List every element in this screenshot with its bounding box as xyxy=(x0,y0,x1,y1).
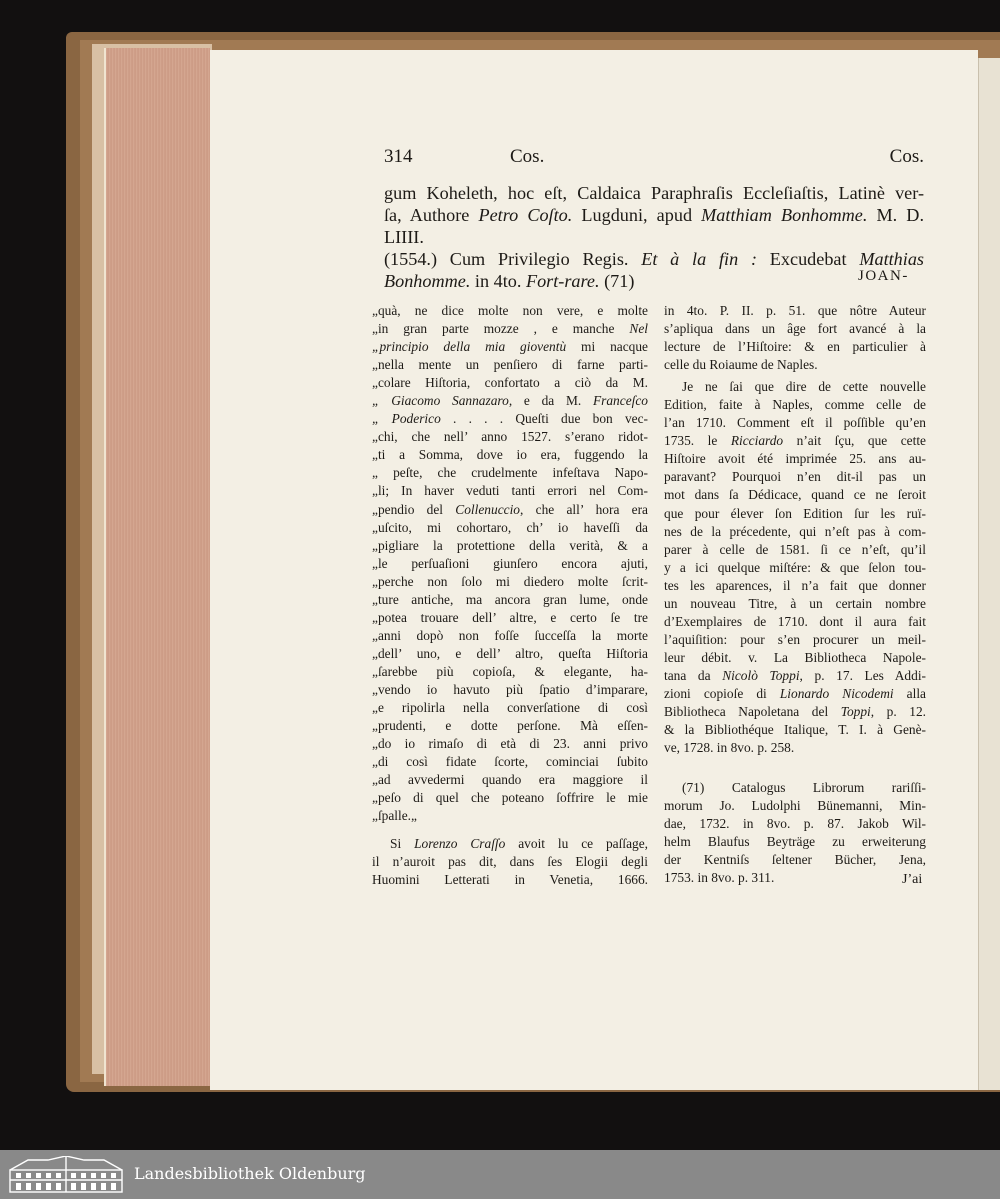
text-line: parer à celle de 1581. ſi ce n’eſt, qu’il xyxy=(664,541,926,557)
text-line: „vendo io havuto più ſpatio d’imparare, xyxy=(372,681,648,697)
text-line: y a ici quelque miſtére: & que ſelon tou- xyxy=(664,559,926,575)
text-line: ve, 1728. in 8vo. p. 258. xyxy=(664,740,795,756)
text-line: „ture antiche, ma ancora gran lume, onde xyxy=(372,591,648,607)
text-line: „prudenti, e dotte perſone. Mà eſſen- xyxy=(372,718,648,734)
text-line: Bibliotheca Napoletana del Toppi, p. 12. xyxy=(664,704,927,720)
intro-line: Bonhomme. in 4to. Fort-rare. (71) xyxy=(384,271,635,291)
intro-paragraph xyxy=(384,182,924,292)
text-line: paravant? Pourquoi n’en dit-il pas un xyxy=(664,469,926,485)
next-page-edge xyxy=(978,58,1000,1090)
text-line: „nella mente un penſiero di farne parti- xyxy=(372,357,648,373)
text-line: & la Bibliothéque Italique, T. I. à Genè- xyxy=(664,722,926,738)
text-line: „principio della mia gioventù mi nacque xyxy=(372,339,648,355)
text-line: mot dans ſa Dédicace, quand ce ne ſeroit xyxy=(664,487,926,503)
page-number: 314 xyxy=(384,146,413,167)
text-line: un nouveau Titre, à un certain nombre xyxy=(664,595,926,611)
text-line: „perche non ſolo mi diedero molte ſcrit- xyxy=(372,573,648,589)
text-line: „li; In haver veduti tanti errori nel Com- xyxy=(372,483,648,499)
text-line: „ Poderico . . . . Queſti due bon vec- xyxy=(372,411,648,427)
text-line: „pigliare la protettione della verità, & a xyxy=(372,537,648,553)
text-line: „pendio del Collenuccio, che all’ hora era xyxy=(372,501,649,517)
intro-line: gum Koheleth, hoc eſt, Caldaica Paraphraſis Eccleſiaſtis, Latinè ver- xyxy=(384,183,924,203)
text-line: „uſcito, mi cohortaro, ch’ io haveſſi da xyxy=(372,519,648,535)
catchword-top: JOAN- xyxy=(858,268,909,284)
text-line: celle du Roiaume de Naples. xyxy=(664,357,818,373)
library-name: Landesbibliothek Oldenburg xyxy=(134,1164,366,1183)
text-line: „ad avvedermi quando era maggiore il xyxy=(372,772,648,788)
library-footer-bar xyxy=(0,1150,1000,1199)
text-line: zioni copioſe di Lionardo Nicodemi alla xyxy=(664,685,926,701)
text-line: „ti a Somma, dove io era, fuggendo la xyxy=(372,447,648,463)
text-line: l’aquiſition: pour s’en procurer un meil- xyxy=(664,631,926,647)
text-line: „ſarebbe più copioſa, & elegante, ha- xyxy=(372,663,648,679)
text-line: „ſpalle.„ xyxy=(372,808,417,824)
running-title-left: Cos. xyxy=(510,146,545,167)
text-line: „colare Hiſtoria, confortato a ciò da M. xyxy=(372,375,648,391)
text-line: Edition, faite à Naples, comme celle de xyxy=(664,397,926,413)
text-line: „do io rimaſo di età di 23. anni privo xyxy=(372,736,648,752)
text-line: „dell’ uno, e dell’ altro, queſta Hiſtoria xyxy=(372,645,648,661)
text-line: 1753. in 8vo. p. 311. xyxy=(664,870,775,886)
text-line: Je ne ſai que dire de cette nouvelle xyxy=(682,379,926,395)
intro-line: ſa, Authore Petro Coſto. Lugduni, apud Matthiam Bonhomme. M. D. LIIII. xyxy=(384,205,924,247)
text-line: „chi, che nell’ anno 1527. s’erano ridot- xyxy=(372,429,648,445)
catchword-bottom: J’ai xyxy=(902,872,923,887)
left-column xyxy=(372,302,648,890)
text-line: helm Blaufus Beyträge zu erweiterung xyxy=(664,834,926,850)
text-line: morum Jo. Ludolphi Bünemanni, Min- xyxy=(664,798,926,814)
library-building-logo xyxy=(8,1156,124,1194)
text-line: „ peſte, che crudelmente infeſtava Napo- xyxy=(372,465,648,481)
text-line: Si Lorenzo Craſſo avoit lu ce paſſage, xyxy=(390,836,648,852)
text-line: „di così fidate ſcorte, cominciai ſubito xyxy=(372,754,648,770)
text-line: lecture de l’Hiſtoire: & en particulier à xyxy=(664,339,926,355)
text-line: „potea trouare dell’ altre, e certo ſe tre xyxy=(372,609,648,625)
text-line: 1735. le Ricciardo n’ait ſçu, que cette xyxy=(664,433,926,449)
text-line: in 4to. P. II. p. 51. que nôtre Auteur xyxy=(664,303,926,318)
text-line: Huomini Letterati in Venetia, 1666. xyxy=(372,872,648,888)
text-line: tana da Nicolò Toppi, p. 17. Les Addi- xyxy=(664,667,926,683)
text-line: „anni dopò non foſſe ſucceſſa la morte xyxy=(372,627,648,643)
page-block-edge xyxy=(104,48,210,1086)
right-column xyxy=(664,302,926,887)
running-header xyxy=(384,146,924,176)
text-line: (71) Catalogus Librorum rariſſi- xyxy=(682,780,926,796)
text-line: il n’auroit pas dit, dans ſes Elogii degli xyxy=(372,854,648,870)
text-line: dae, 1732. in 8vo. p. 87. Jakob Wil- xyxy=(664,816,926,832)
text-line: que pour élever ſon Edition ſur les ruï- xyxy=(664,505,926,521)
intro-line: (1554.) Cum Privilegio Regis. Et à la fin : Excudebat Matthias xyxy=(384,249,924,269)
text-line: „peſo di quel che poteano ſoffrire le mie xyxy=(372,790,648,806)
text-line: „e ripolirla nella converſatione di così xyxy=(372,700,648,716)
text-line: d’Exemplaires de 1710. dont il aura fait xyxy=(664,613,926,629)
text-line: „in gran parte mozze , e manche Nel xyxy=(372,321,648,337)
text-line: „ Giacomo Sannazaro, e da M. Franceſco xyxy=(372,393,648,409)
text-line: leur débit. v. La Bibliotheca Napole- xyxy=(664,649,926,665)
text-line: „le perſuaſioni giunſero encora ajuti, xyxy=(372,555,648,571)
text-line: s’apliqua dans un âge fort avancé à la xyxy=(664,321,926,337)
text-line: Hiſtoire avoit été imprimée 25. ans au- xyxy=(664,451,926,467)
text-line: tes les aparences, il n’a fait que donner xyxy=(664,577,926,593)
text-line: der Kentniſs ſeltener Bücher, Jena, xyxy=(664,852,926,868)
text-line: nes de la précedente, qui n’eſt pas à com- xyxy=(664,523,926,539)
text-line: „quà, ne dice molte non vere, e molte xyxy=(372,303,648,318)
running-title-right: Cos. xyxy=(889,146,924,167)
text-line: l’an 1710. Comment eſt il poſſible qu’en xyxy=(664,415,926,431)
